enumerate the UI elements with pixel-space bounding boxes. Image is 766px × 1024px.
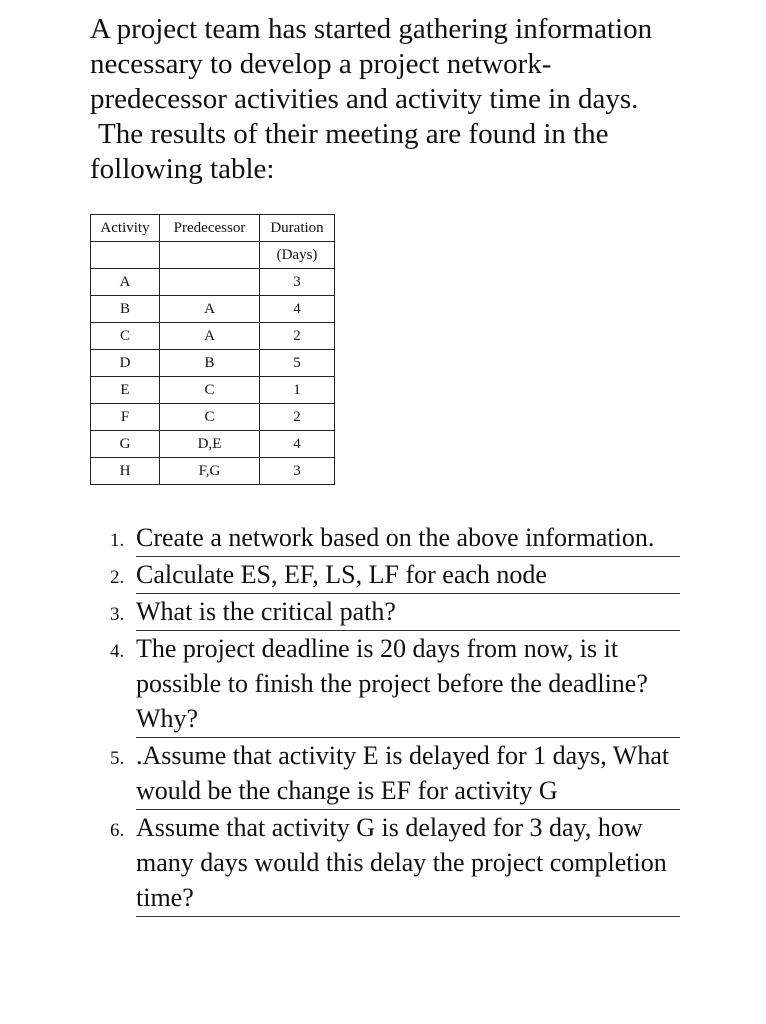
- activity-cell: A: [91, 269, 160, 296]
- question-text: .Assume that activity E is delayed for 1 days, What would be the change is EF for activity G: [136, 738, 680, 810]
- predecessor-cell: F,G: [160, 458, 260, 485]
- question-text: What is the critical path?: [136, 594, 680, 631]
- question-number: 1.: [110, 530, 125, 551]
- table-cell: [160, 242, 260, 269]
- column-header-duration: Duration: [260, 215, 335, 242]
- activity-cell: C: [91, 323, 160, 350]
- predecessor-cell: C: [160, 404, 260, 431]
- table-cell: [91, 242, 160, 269]
- predecessor-cell: D,E: [160, 431, 260, 458]
- table-row: [91, 404, 335, 431]
- table-row: [91, 431, 335, 458]
- question-item: [96, 557, 686, 594]
- question-number: 2.: [110, 567, 125, 588]
- table-header-row: [91, 215, 335, 242]
- activity-cell: F: [91, 404, 160, 431]
- activity-cell: B: [91, 296, 160, 323]
- activity-table: [90, 214, 335, 485]
- duration-cell: 1: [260, 377, 335, 404]
- duration-cell: 4: [260, 296, 335, 323]
- question-number: 3.: [110, 604, 125, 625]
- question-text: The project deadline is 20 days from now, is it possible to finish the project before the deadline? Why?: [136, 631, 680, 738]
- question-item: [96, 594, 686, 631]
- predecessor-cell: B: [160, 350, 260, 377]
- duration-cell: 3: [260, 269, 335, 296]
- intro-line: predecessor activities and activity time in days.: [90, 83, 639, 115]
- duration-cell: 3: [260, 458, 335, 485]
- question-list: [96, 520, 686, 917]
- intro-line: necessary to develop a project network-: [90, 48, 552, 80]
- intro-line: following table:: [90, 153, 275, 185]
- duration-cell: 5: [260, 350, 335, 377]
- activity-cell: D: [91, 350, 160, 377]
- question-item: [96, 520, 686, 557]
- table-subheader-row: [91, 242, 335, 269]
- question-item: [96, 738, 686, 810]
- predecessor-cell: A: [160, 296, 260, 323]
- predecessor-cell: A: [160, 323, 260, 350]
- table-row: [91, 269, 335, 296]
- question-number: 5.: [110, 748, 125, 769]
- question-item: [96, 810, 686, 917]
- duration-cell: 4: [260, 431, 335, 458]
- table-row: [91, 458, 335, 485]
- duration-cell: 2: [260, 323, 335, 350]
- question-number: 6.: [110, 820, 125, 841]
- question-text: Calculate ES, EF, LS, LF for each node: [136, 557, 680, 594]
- table-row: [91, 350, 335, 377]
- question-number: 4.: [110, 641, 125, 662]
- question-item: [96, 631, 686, 738]
- table-row: [91, 377, 335, 404]
- duration-cell: 2: [260, 404, 335, 431]
- question-text: Create a network based on the above information.: [136, 520, 680, 557]
- intro-paragraph: [90, 12, 690, 187]
- table-row: [91, 296, 335, 323]
- predecessor-cell: [160, 269, 260, 296]
- predecessor-cell: C: [160, 377, 260, 404]
- activity-cell: G: [91, 431, 160, 458]
- question-text: Assume that activity G is delayed for 3 day, how many days would this delay the project completion time?: [136, 810, 680, 917]
- column-header-activity: Activity: [91, 215, 160, 242]
- intro-line: A project team has started gathering information: [90, 13, 653, 45]
- activity-cell: E: [91, 377, 160, 404]
- activity-cell: H: [91, 458, 160, 485]
- duration-units-label: (Days): [260, 242, 335, 269]
- intro-line: The results of their meeting are found in the: [98, 118, 609, 150]
- table-row: [91, 323, 335, 350]
- column-header-predecessor: Predecessor: [160, 215, 260, 242]
